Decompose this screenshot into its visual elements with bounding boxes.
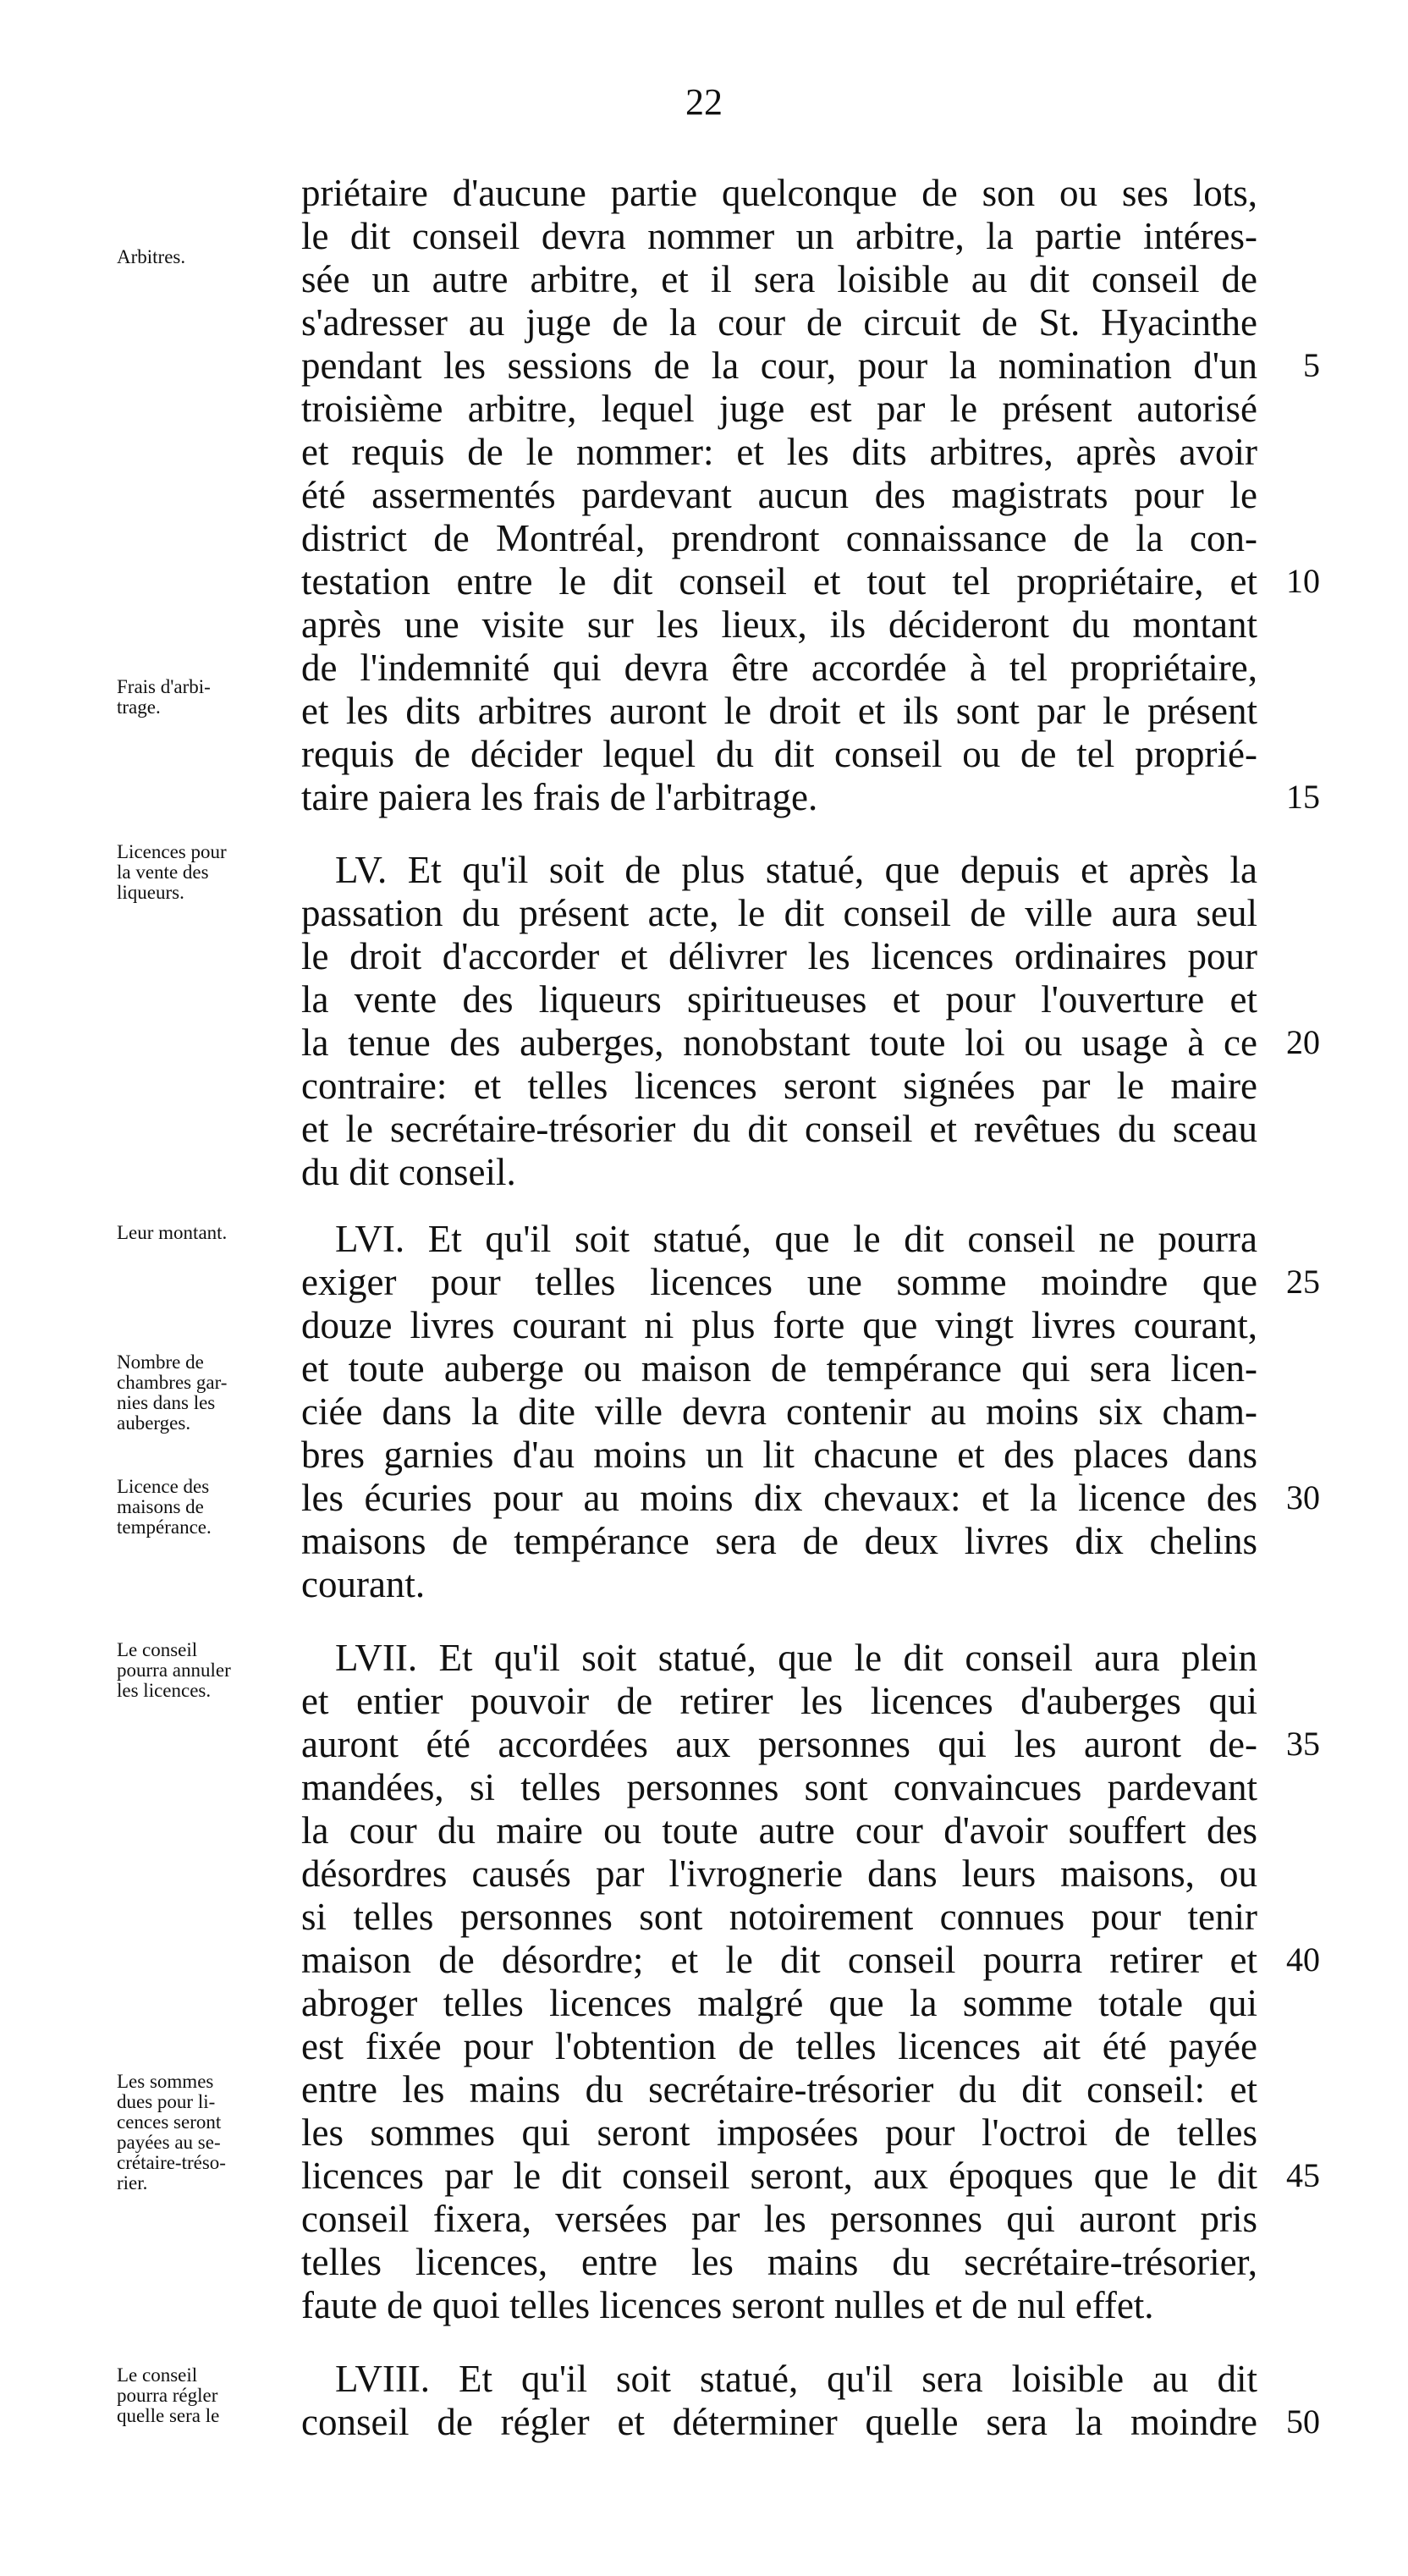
section-heading-lviii: LVIII. Et qu'il soit statué, qu'il sera loisible au dit: [335, 2358, 1257, 2400]
text-line: été assermentés pardevant aucun des magistrats pour le: [301, 474, 1257, 516]
line-number: 15: [1286, 778, 1320, 816]
text-line: telles licences, entre les mains du secrétaire-trésorier,: [301, 2241, 1257, 2283]
text-line: désordres causés par l'ivrognerie dans leurs maisons, ou: [301, 1852, 1257, 1895]
text-line: bres garnies d'au moins un lit chacune et des places dans: [301, 1434, 1257, 1476]
text-line: entre les mains du secrétaire-trésorier du dit conseil: et: [301, 2068, 1257, 2111]
section-heading-lv: LV. Et qu'il soit de plus statué, que depuis et après la: [335, 849, 1257, 891]
section-heading-lvii: LVII. Et qu'il soit statué, que le dit conseil aura plein: [335, 1637, 1257, 1679]
side-note-licence-temperance: Licence des maisons de tempérance.: [117, 1476, 212, 1538]
text-line: abroger telles licences malgré que la somme totale qui: [301, 1982, 1257, 2024]
side-note-leur-montant: Leur montant.: [117, 1222, 228, 1243]
text-line: passation du présent acte, le dit conseil de ville aura seul: [301, 892, 1257, 934]
text-line: auront été accordées aux personnes qui les auront de-: [301, 1723, 1257, 1765]
side-note-sommes-licences: Les sommes dues pour li- cences seront payées au se- crétaire-tréso- rier.: [117, 2071, 226, 2193]
side-note-frais-arbitrage: Frais d'arbi- trage.: [117, 676, 211, 718]
line-number: 45: [1286, 2156, 1320, 2194]
section-heading-lvi: LVI. Et qu'il soit statué, que le dit conseil ne pourra: [335, 1218, 1257, 1260]
page-number: 22: [685, 81, 723, 123]
side-note-arbitres: Arbitres.: [117, 246, 186, 267]
side-note-licences-liqueurs: Licences pour la vente des liqueurs.: [117, 841, 227, 903]
text-line: et les dits arbitres auront le droit et ils sont par le présent: [301, 690, 1257, 732]
text-line: et le secrétaire-trésorier du dit conseil et revêtues du sceau: [301, 1108, 1257, 1150]
text-line: troisième arbitre, lequel juge est par le présent autorisé: [301, 388, 1257, 430]
text-line: mandées, si telles personnes sont convaincues pardevant: [301, 1766, 1257, 1808]
line-number: 20: [1286, 1023, 1320, 1061]
text-line: pendant les sessions de la cour, pour la nomination d'un: [301, 344, 1257, 387]
text-line: du dit conseil.: [301, 1151, 516, 1193]
text-line: le dit conseil devra nommer un arbitre, la partie intéres-: [301, 215, 1257, 257]
text-line: la vente des liqueurs spiritueuses et pour l'ouverture et: [301, 978, 1257, 1021]
text-line: district de Montréal, prendront connaissance de la con-: [301, 517, 1257, 559]
text-line: si telles personnes sont notoirement connues pour tenir: [301, 1896, 1257, 1938]
side-note-nombre-chambres: Nombre de chambres gar- nies dans les auberges.: [117, 1351, 228, 1434]
text-line: la tenue des auberges, nonobstant toute loi ou usage à ce: [301, 1021, 1257, 1064]
text-line: faute de quoi telles licences seront nulles et de nul effet.: [301, 2284, 1154, 2326]
text-line: et requis de le nommer: et les dits arbitres, après avoir: [301, 431, 1257, 473]
side-note-regler: Le conseil pourra régler quelle sera le: [117, 2364, 220, 2426]
line-number: 10: [1286, 562, 1320, 600]
line-number: 40: [1286, 1940, 1320, 1979]
text-line: après une visite sur les lieux, ils décideront du montant: [301, 603, 1257, 646]
line-number: 25: [1286, 1263, 1320, 1301]
text-line: conseil fixera, versées par les personnes qui auront pris: [301, 2198, 1257, 2240]
text-line: priétaire d'aucune partie quelconque de son ou ses lots,: [301, 172, 1257, 214]
text-line: requis de décider lequel du dit conseil ou de tel proprié-: [301, 733, 1257, 775]
text-line: courant.: [301, 1563, 426, 1605]
side-note-annuler-licences: Le conseil pourra annuler les licences.: [117, 1639, 231, 1701]
text-line: les écuries pour au moins dix chevaux: et la licence des: [301, 1477, 1257, 1519]
text-line: et entier pouvoir de retirer les licences d'auberges qui: [301, 1680, 1257, 1722]
text-line: douze livres courant ni plus forte que vingt livres courant,: [301, 1304, 1257, 1346]
text-line: la cour du maire ou toute autre cour d'avoir souffert des: [301, 1809, 1257, 1852]
line-number: 35: [1286, 1725, 1320, 1763]
text-line: les sommes qui seront imposées pour l'octroi de telles: [301, 2111, 1257, 2154]
text-line: maison de désordre; et le dit conseil pourra retirer et: [301, 1939, 1257, 1981]
text-line: sée un autre arbitre, et il sera loisible au dit conseil de: [301, 258, 1257, 300]
text-line: conseil de régler et déterminer quelle sera la moindre: [301, 2401, 1257, 2443]
text-line: s'adresser au juge de la cour de circuit de St. Hyacinthe: [301, 301, 1257, 344]
line-number: 5: [1303, 346, 1320, 384]
line-number: 30: [1286, 1478, 1320, 1516]
text-line: exiger pour telles licences une somme moindre que: [301, 1261, 1257, 1303]
text-line: contraire: et telles licences seront signées par le maire: [301, 1065, 1257, 1107]
text-line: et toute auberge ou maison de tempérance qui sera licen-: [301, 1347, 1257, 1390]
text-line: ciée dans la dite ville devra contenir au moins six cham-: [301, 1390, 1257, 1433]
text-line: testation entre le dit conseil et tout tel propriétaire, et: [301, 560, 1257, 603]
text-line: licences par le dit conseil seront, aux époques que le dit: [301, 2155, 1257, 2197]
text-line: le droit d'accorder et délivrer les licences ordinaires pour: [301, 935, 1257, 977]
text-line: est fixée pour l'obtention de telles licences ait été payée: [301, 2025, 1257, 2067]
text-line: taire paiera les frais de l'arbitrage.: [301, 776, 818, 818]
text-line: de l'indemnité qui devra être accordée à tel propriétaire,: [301, 647, 1257, 689]
text-line: maisons de tempérance sera de deux livres dix chelins: [301, 1520, 1257, 1562]
line-number: 50: [1286, 2403, 1320, 2441]
